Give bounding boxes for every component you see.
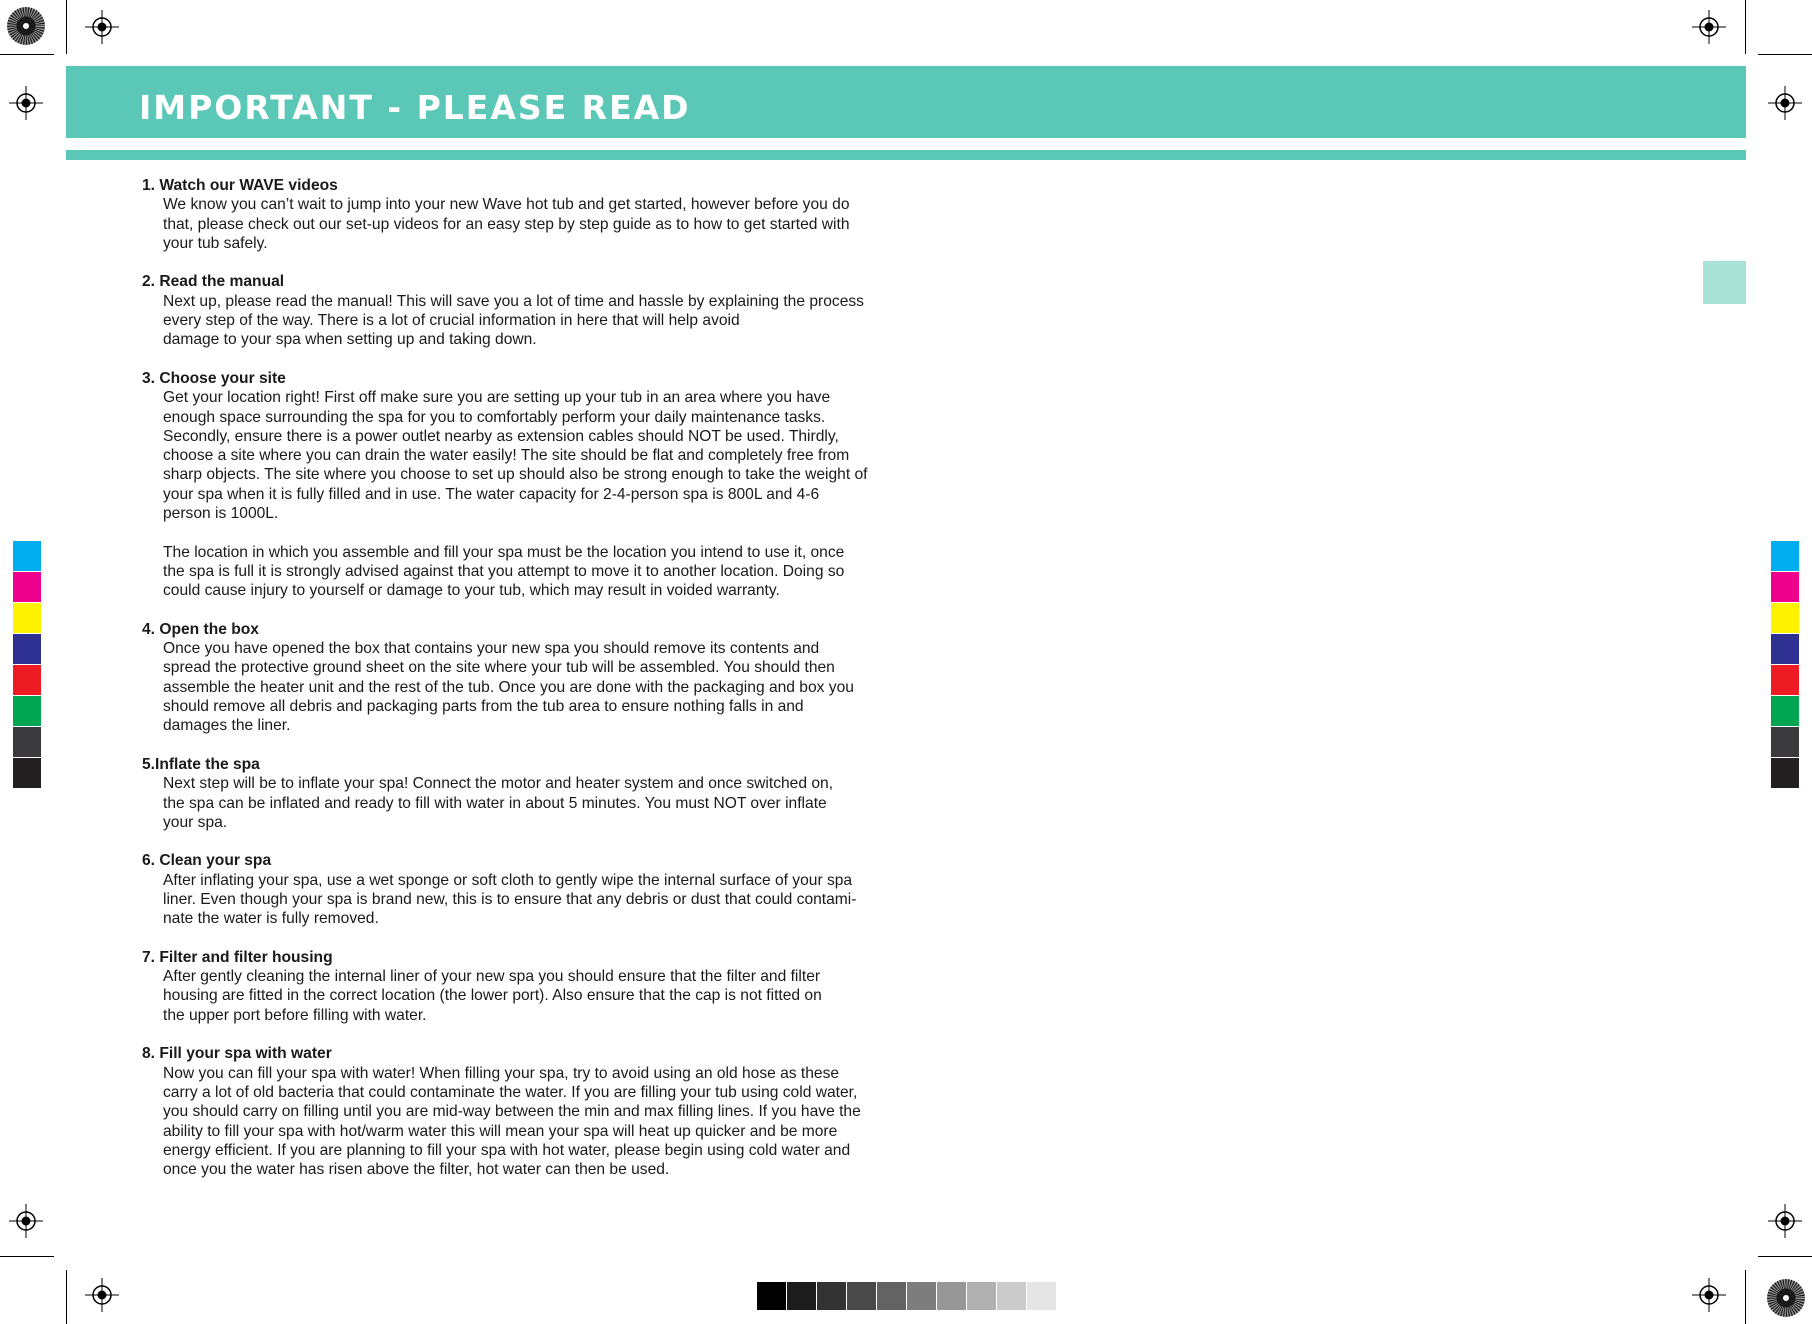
- starburst-target-icon: [6, 6, 46, 46]
- gray-swatch: [877, 1282, 907, 1310]
- text-line: We know you can’t wait to jump into your new Wave hot tub and get started, however before you do: [163, 196, 850, 214]
- color-swatch: [1771, 758, 1799, 789]
- text-line: Get your location right! First off make sure you are setting up your tub in an area where you have: [163, 389, 831, 407]
- crop-mark: [1758, 1256, 1812, 1257]
- text-line: liner. Even though your spa is brand new, this is to ensure that any debris or dust that could contami-: [163, 890, 857, 908]
- section-title: 3. Choose your site: [142, 369, 286, 387]
- paragraph: [142, 774, 902, 832]
- text-line: damages the liner.: [163, 717, 291, 735]
- text-line: your spa.: [163, 813, 228, 831]
- registration-mark-icon: [85, 10, 119, 44]
- side-tab: [1703, 261, 1746, 304]
- registration-mark-icon: [1768, 86, 1802, 120]
- color-swatch: [1771, 727, 1799, 758]
- text-line: that, please check out our set-up videos for an easy step by step guide as to how to get started with: [163, 215, 850, 233]
- paragraph: [142, 292, 902, 350]
- gray-swatch: [817, 1282, 847, 1310]
- gray-swatch: [937, 1282, 967, 1310]
- text-line: the spa can be inflated and ready to fill with water in about 5 minutes. You must NOT over inflate: [163, 794, 827, 812]
- section-title: 5.Inflate the spa: [142, 755, 260, 773]
- section: [142, 755, 902, 832]
- gray-swatch: [847, 1282, 877, 1310]
- color-swatch: [1771, 634, 1799, 665]
- text-line: energy efficient. If you are planning to fill your spa with hot water, please begin using cold water and: [163, 1141, 851, 1159]
- text-line: choose a site where you can drain the water easily! The site should be flat and completely free from: [163, 447, 850, 465]
- text-line: sharp objects. The site where you choose to set up should also be strong enough to take the weight of: [163, 466, 868, 484]
- text-line: spread the protective ground sheet on the site where your tub will be assembled. You should then: [163, 659, 835, 677]
- section: [142, 272, 902, 349]
- section: [142, 948, 902, 1025]
- text-line: person is 1000L.: [163, 505, 279, 523]
- registration-mark-icon: [1692, 1278, 1726, 1312]
- text-line: you should carry on filling until you are mid-way between the min and max filling lines. If you have the: [163, 1103, 861, 1121]
- paragraph: [142, 1064, 902, 1180]
- text-line: Once you have opened the box that contains your new spa you should remove its contents and: [163, 640, 820, 658]
- gray-swatch: [1027, 1282, 1057, 1310]
- text-line: After gently cleaning the internal liner of your new spa you should ensure that the filter and filter: [163, 968, 821, 986]
- registration-mark-icon: [9, 1204, 43, 1238]
- color-swatch: [13, 758, 41, 789]
- section: [142, 851, 902, 928]
- text-line: once you the water has risen above the filter, hot water can then be used.: [163, 1161, 670, 1179]
- text-line: assemble the heater unit and the rest of the tub. Once you are done with the packaging and box you: [163, 678, 854, 696]
- color-bar-right: [1771, 541, 1799, 789]
- color-swatch: [1771, 541, 1799, 572]
- text-line: housing are fitted in the correct location (the lower port). Also ensure that the cap is not fitted on: [163, 987, 822, 1005]
- instructions-list: [142, 176, 902, 1199]
- text-line: Now you can fill your spa with water! When filling your spa, try to avoid using an old hose as these: [163, 1064, 840, 1082]
- text-line: the upper port before filling with water.: [163, 1006, 427, 1024]
- crop-mark: [1758, 54, 1812, 55]
- text-line: nate the water is fully removed.: [163, 910, 379, 928]
- section-title: 2. Read the manual: [142, 273, 285, 291]
- text-line: Next step will be to inflate your spa! Connect the motor and heater system and once switched on,: [163, 775, 834, 793]
- text-line: your spa when it is fully filled and in use. The water capacity for 2-4-person spa is 800L and 4-6: [163, 485, 820, 503]
- color-swatch: [13, 572, 41, 603]
- color-swatch: [1771, 665, 1799, 696]
- registration-mark-icon: [1692, 10, 1726, 44]
- text-line: damage to your spa when setting up and taking down.: [163, 331, 537, 349]
- section-title: 6. Clean your spa: [142, 852, 272, 870]
- section: [142, 620, 902, 736]
- color-swatch: [13, 541, 41, 572]
- text-line: every step of the way. There is a lot of crucial information in here that will help avoid: [163, 312, 740, 330]
- color-bar-left: [13, 541, 41, 789]
- gray-scale-bar: [757, 1282, 1057, 1310]
- paragraph: [142, 639, 902, 735]
- text-line: Next up, please read the manual! This will save you a lot of time and hassle by explaining the process: [163, 292, 864, 310]
- paragraph: [142, 871, 902, 929]
- section-title: 1. Watch our WAVE videos: [142, 177, 338, 194]
- section-title: 4. Open the box: [142, 620, 259, 638]
- crop-mark: [1745, 0, 1746, 54]
- registration-mark-icon: [85, 1278, 119, 1312]
- section: [142, 176, 902, 253]
- crop-mark: [0, 54, 54, 55]
- gray-swatch: [787, 1282, 817, 1310]
- crop-mark: [0, 1256, 54, 1257]
- text-line: could cause injury to yourself or damage to your tub, which may result in voided warranty.: [163, 582, 780, 600]
- section: [142, 1044, 902, 1179]
- color-swatch: [13, 634, 41, 665]
- text-line: should remove all debris and packaging parts from the tub area to ensure nothing falls in and: [163, 698, 804, 716]
- text-line: ability to fill your spa with hot/warm water this will mean your spa will heat up quicker and be more: [163, 1122, 838, 1140]
- page-title: IMPORTANT - PLEASE READ: [139, 88, 691, 127]
- section-title: 8. Fill your spa with water: [142, 1045, 332, 1063]
- section: [142, 369, 902, 601]
- gray-swatch: [967, 1282, 997, 1310]
- text-line: Secondly, ensure there is a power outlet nearby as extension cables should NOT be used. Thirdly,: [163, 427, 839, 445]
- text-line: carry a lot of old bacteria that could contaminate the water. If you are filling your tub using cold water,: [163, 1083, 858, 1101]
- color-swatch: [13, 696, 41, 727]
- registration-mark-icon: [1768, 1204, 1802, 1238]
- color-swatch: [1771, 603, 1799, 634]
- color-swatch: [13, 603, 41, 634]
- crop-mark: [1745, 1270, 1746, 1324]
- text-line: The location in which you assemble and fill your spa must be the location you intend to use it, once: [163, 543, 845, 561]
- text-line: your tub safely.: [163, 234, 268, 252]
- gray-swatch: [997, 1282, 1027, 1310]
- text-line: the spa is full it is strongly advised against that you attempt to move it to another location. Doing so: [163, 562, 845, 580]
- registration-mark-icon: [9, 86, 43, 120]
- header-rule: [66, 150, 1746, 160]
- gray-swatch: [907, 1282, 937, 1310]
- crop-mark: [66, 1270, 67, 1324]
- paragraph: [142, 195, 902, 253]
- color-swatch: [13, 727, 41, 758]
- paragraph: [142, 967, 902, 1025]
- color-swatch: [1771, 572, 1799, 603]
- text-line: enough space surrounding the spa for you to comfortably perform your daily maintenance tasks.: [163, 408, 826, 426]
- crop-mark: [66, 0, 67, 54]
- gray-swatch: [757, 1282, 787, 1310]
- paragraph: [142, 388, 902, 523]
- starburst-target-icon: [1766, 1278, 1806, 1318]
- color-swatch: [1771, 696, 1799, 727]
- color-swatch: [13, 665, 41, 696]
- section-title: 7. Filter and filter housing: [142, 948, 333, 966]
- paragraph: [142, 543, 902, 601]
- text-line: After inflating your spa, use a wet sponge or soft cloth to gently wipe the internal surface of your spa: [163, 871, 853, 889]
